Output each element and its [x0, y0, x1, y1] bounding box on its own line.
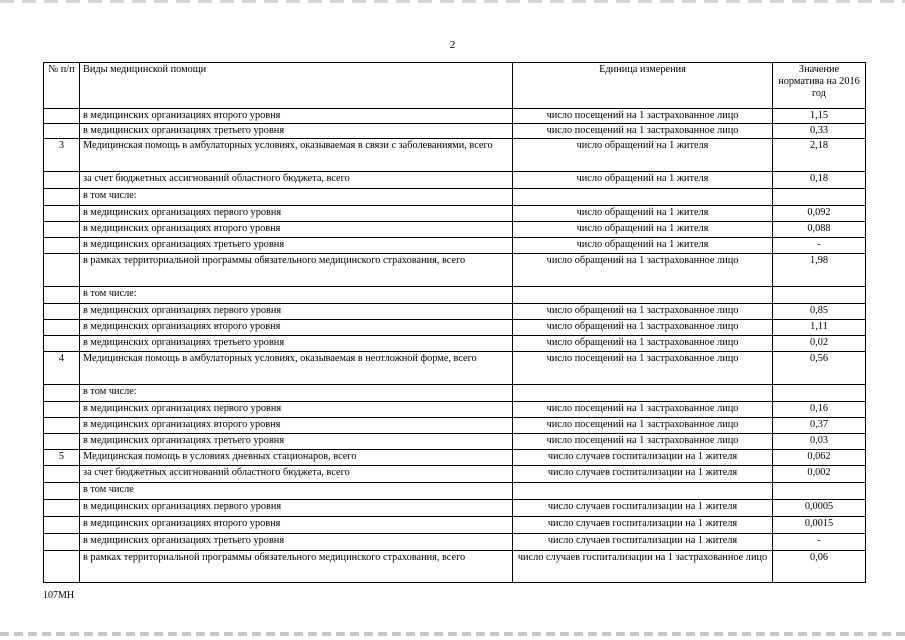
care-type-cell: в медицинских организациях первого уровня [80, 500, 513, 517]
care-type-cell: в медицинских организациях третьего уровня [80, 124, 513, 139]
table-body [44, 109, 866, 583]
table-row [44, 418, 866, 434]
care-type-cell: в медицинских организациях первого уровня [80, 304, 513, 320]
norm-value-cell: 0,56 [773, 352, 866, 385]
unit-cell: число посещений на 1 застрахованное лицо [513, 434, 773, 450]
unit-cell: число посещений на 1 застрахованное лицо [513, 352, 773, 385]
table-row [44, 172, 866, 189]
care-type-cell: в медицинских организациях третьего уровня [80, 434, 513, 450]
care-type-cell: Медицинская помощь в амбулаторных условиях, оказываемая в неотложной форме, всего [80, 352, 513, 385]
unit-cell: число посещений на 1 застрахованное лицо [513, 109, 773, 124]
care-type-cell: за счет бюджетных ассигнований областного бюджета, всего [80, 466, 513, 483]
unit-cell: число случаев госпитализации на 1 жителя [513, 517, 773, 534]
care-type-cell: Медицинская помощь в амбулаторных условиях, оказываемая в связи с заболеваниями, всего [80, 139, 513, 172]
table-row [44, 551, 866, 583]
table-row [44, 534, 866, 551]
care-type-cell: в том числе: [80, 287, 513, 304]
norm-value-cell [773, 483, 866, 500]
row-number [44, 172, 80, 189]
table-row [44, 139, 866, 172]
care-type-cell: в медицинских организациях второго уровня [80, 320, 513, 336]
row-number [44, 287, 80, 304]
care-type-cell: в том числе: [80, 385, 513, 402]
care-type-cell: в рамках территориальной программы обязательного медицинского страхования, всего [80, 254, 513, 287]
norm-value-cell: 1,11 [773, 320, 866, 336]
footer-code: 107МН [43, 590, 75, 601]
unit-cell: число обращений на 1 застрахованное лицо [513, 254, 773, 287]
unit-cell: число посещений на 1 застрахованное лицо [513, 418, 773, 434]
table-row [44, 287, 866, 304]
unit-cell: число случаев госпитализации на 1 жителя [513, 450, 773, 466]
norm-value-cell: - [773, 534, 866, 551]
header-norm-value: Значение норматива на 2016 год [773, 63, 866, 109]
norm-value-cell: 0,0005 [773, 500, 866, 517]
norm-value-cell: 1,15 [773, 109, 866, 124]
norm-value-cell: 0,062 [773, 450, 866, 466]
scan-edge-top [0, 0, 905, 3]
norm-value-cell: 0,16 [773, 402, 866, 418]
row-number [44, 534, 80, 551]
norm-value-cell: 0,002 [773, 466, 866, 483]
care-type-cell: в медицинских организациях второго уровня [80, 517, 513, 534]
row-number [44, 109, 80, 124]
table-row [44, 124, 866, 139]
row-number: 3 [44, 139, 80, 172]
row-number: 4 [44, 352, 80, 385]
table-row [44, 483, 866, 500]
norm-value-cell: 0,06 [773, 551, 866, 583]
care-type-cell: в рамках территориальной программы обязательного медицинского страхования, всего [80, 551, 513, 583]
table-row [44, 304, 866, 320]
care-type-cell: в медицинских организациях первого уровня [80, 402, 513, 418]
norm-value-cell [773, 287, 866, 304]
unit-cell: число посещений на 1 застрахованное лицо [513, 402, 773, 418]
unit-cell: число обращений на 1 жителя [513, 172, 773, 189]
care-type-cell: в том числе: [80, 189, 513, 206]
unit-cell: число обращений на 1 застрахованное лицо [513, 320, 773, 336]
unit-cell: число обращений на 1 жителя [513, 206, 773, 222]
table-row [44, 109, 866, 124]
unit-cell [513, 287, 773, 304]
unit-cell: число случаев госпитализации на 1 жителя [513, 466, 773, 483]
row-number [44, 320, 80, 336]
unit-cell: число обращений на 1 застрахованное лицо [513, 304, 773, 320]
table-row [44, 402, 866, 418]
unit-cell: число случаев госпитализации на 1 жителя [513, 534, 773, 551]
row-number [44, 206, 80, 222]
norm-value-cell [773, 385, 866, 402]
care-type-cell: в медицинских организациях третьего уровня [80, 534, 513, 551]
table-row [44, 336, 866, 352]
table-row [44, 320, 866, 336]
unit-cell [513, 385, 773, 402]
unit-cell: число случаев госпитализации на 1 жителя [513, 500, 773, 517]
care-type-cell: в медицинских организациях третьего уровня [80, 238, 513, 254]
norm-value-cell: 0,03 [773, 434, 866, 450]
row-number [44, 124, 80, 139]
unit-cell [513, 483, 773, 500]
row-number [44, 517, 80, 534]
table-row [44, 517, 866, 534]
norm-value-cell: 0,088 [773, 222, 866, 238]
table-row [44, 466, 866, 483]
table-row [44, 385, 866, 402]
care-type-cell: в том числе [80, 483, 513, 500]
unit-cell: число посещений на 1 застрахованное лицо [513, 124, 773, 139]
table-row [44, 352, 866, 385]
row-number [44, 466, 80, 483]
norm-value-cell [773, 189, 866, 206]
norm-value-cell: 0,18 [773, 172, 866, 189]
table-row [44, 206, 866, 222]
care-type-cell: в медицинских организациях третьего уровня [80, 336, 513, 352]
row-number [44, 385, 80, 402]
row-number [44, 402, 80, 418]
header-unit: Единица измерения [513, 63, 773, 109]
row-number [44, 434, 80, 450]
table-row [44, 238, 866, 254]
table-row [44, 450, 866, 466]
table-row [44, 254, 866, 287]
care-type-cell: за счет бюджетных ассигнований областного бюджета, всего [80, 172, 513, 189]
norm-value-cell: 0,37 [773, 418, 866, 434]
table-row [44, 500, 866, 517]
care-type-cell: в медицинских организациях второго уровня [80, 109, 513, 124]
norm-value-cell: - [773, 238, 866, 254]
unit-cell: число случаев госпитализации на 1 застрахованное лицо [513, 551, 773, 583]
scan-edge-bottom [0, 632, 905, 636]
unit-cell: число обращений на 1 застрахованное лицо [513, 336, 773, 352]
norms-table [43, 62, 866, 583]
header-number: № п/п [44, 63, 80, 109]
norm-value-cell: 2,18 [773, 139, 866, 172]
care-type-cell: в медицинских организациях второго уровня [80, 222, 513, 238]
row-number: 5 [44, 450, 80, 466]
norm-value-cell: 0,33 [773, 124, 866, 139]
row-number [44, 304, 80, 320]
care-type-cell: в медицинских организациях первого уровня [80, 206, 513, 222]
row-number [44, 254, 80, 287]
header-care-type: Виды медицинской помощи [80, 63, 513, 109]
unit-cell: число обращений на 1 жителя [513, 222, 773, 238]
norm-value-cell: 1,98 [773, 254, 866, 287]
care-type-cell: в медицинских организациях второго уровня [80, 418, 513, 434]
row-number [44, 483, 80, 500]
unit-cell [513, 189, 773, 206]
table-row [44, 434, 866, 450]
table-row [44, 222, 866, 238]
norm-value-cell: 0,02 [773, 336, 866, 352]
norm-value-cell: 0,0015 [773, 517, 866, 534]
row-number [44, 336, 80, 352]
norm-value-cell: 0,092 [773, 206, 866, 222]
table-row [44, 189, 866, 206]
row-number [44, 222, 80, 238]
unit-cell: число обращений на 1 жителя [513, 139, 773, 172]
row-number [44, 500, 80, 517]
row-number [44, 189, 80, 206]
table-header-row [44, 63, 866, 109]
row-number [44, 551, 80, 583]
row-number [44, 238, 80, 254]
unit-cell: число обращений на 1 жителя [513, 238, 773, 254]
care-type-cell: Медицинская помощь в условиях дневных стационаров, всего [80, 450, 513, 466]
page-number: 2 [449, 39, 456, 51]
row-number [44, 418, 80, 434]
norm-value-cell: 0,85 [773, 304, 866, 320]
